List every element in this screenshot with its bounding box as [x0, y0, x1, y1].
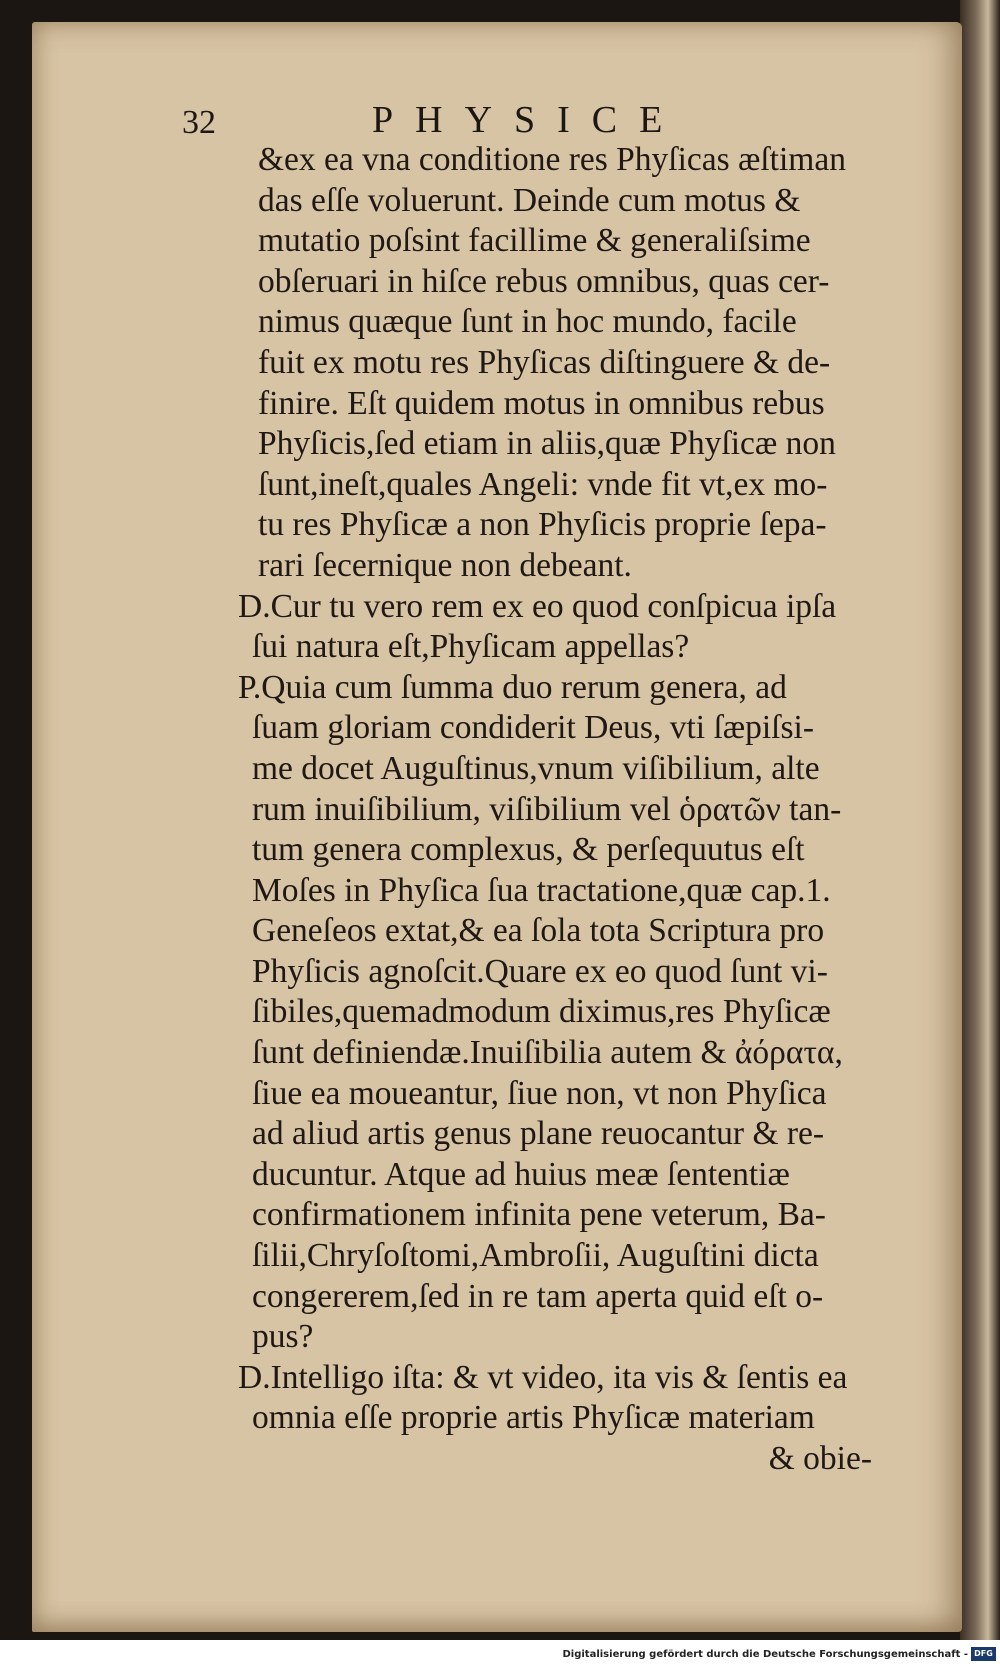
- text-line: ducuntur. Atque ad huius meæ ſententiæ: [252, 1155, 790, 1193]
- page-header: [32, 78, 962, 141]
- text-line: ad aliud artis genus plane reuocantur & re-: [252, 1115, 825, 1153]
- text-line: congererem,ſed in re tam aperta quid eſt o-: [252, 1277, 824, 1315]
- text-line: finire. Eſt quidem motus in omnibus rebus: [258, 384, 825, 422]
- text-line: pus?: [252, 1318, 314, 1356]
- speaker-line-d: D.Cur tu vero rem ex eo quod conſpicua ipſa: [238, 587, 837, 625]
- text-line: mutatio poſsint facillime & generaliſsime: [258, 222, 811, 260]
- text-line: rari ſecernique non debeant.: [258, 546, 632, 584]
- text-line: Phyſicis,ſed etiam in aliis,quæ Phyſicæ non: [258, 425, 836, 463]
- body-text: [192, 140, 952, 1480]
- text-line: nimus quæque ſunt in hoc mundo, facile: [258, 303, 797, 341]
- catchword: & obie-: [768, 1440, 872, 1477]
- text-line: ſunt definiendæ.Inuiſibilia autem & ἀόρατα,: [252, 1034, 843, 1072]
- speaker-line-d: D.Intelligo iſta: & vt video, ita vis & ſentis ea: [238, 1358, 848, 1396]
- text-line: Phyſicis agnoſcit.Quare ex eo quod ſunt vi-: [252, 952, 828, 990]
- text-line: fuit ex motu res Phyſicas diſtinguere & de-: [258, 343, 831, 381]
- page-number: 32: [182, 104, 216, 141]
- text-line: &ex ea vna conditione res Phyſicas æſtiman: [258, 141, 846, 178]
- text-line: ſui natura eſt,Phyſicam appellas?: [252, 628, 690, 666]
- text-line: rum inuiſibilium, viſibilium vel ὁρατῶν tan-: [252, 790, 842, 828]
- text-line: ſunt,ineſt,quales Angeli: vnde fit vt,ex mo-: [258, 465, 828, 503]
- text-line: confirmationem infinita pene veterum, Ba-: [252, 1196, 826, 1234]
- text-line: tu res Phyſicæ a non Phyſicis proprie ſepa-: [258, 506, 827, 544]
- text-line: me docet Auguſtinus,vnum viſibilium, alte: [252, 749, 820, 787]
- book-edge: [960, 0, 1000, 1640]
- text-line: ſibiles,quemadmodum diximus,res Phyſicæ: [252, 993, 831, 1031]
- text-line: das eſſe voluerunt. Deinde cum motus &: [258, 181, 801, 219]
- text-line: obſeruari in hiſce rebus omnibus, quas cer-: [258, 262, 830, 300]
- book-page: [32, 22, 962, 1632]
- text-line: ſilii,Chryſoſtomi,Ambroſii, Auguſtini dicta: [252, 1237, 819, 1275]
- text-line: ſuam gloriam condiderit Deus, vti ſæpiſsi-: [252, 709, 814, 747]
- text-line: tum genera complexus, & perſequutus eſt: [252, 831, 805, 869]
- text-line: omnia eſſe proprie artis Phyſicæ materiam: [252, 1399, 815, 1437]
- text-line: ſiue ea moueantur, ſiue non, vt non Phyſica: [252, 1074, 827, 1112]
- running-head: PHYSICE: [372, 99, 685, 141]
- dfg-logo: DFG: [971, 1647, 996, 1661]
- text-line: Geneſeos extat,& ea ſola tota Scriptura pro: [252, 912, 825, 950]
- funding-credit: Digitalisierung gefördert durch die Deutsche Forschungsgemeinschaft -: [562, 1649, 968, 1660]
- speaker-line-p: P.Quia cum ſumma duo rerum genera, ad: [238, 668, 787, 706]
- text-line: Moſes in Phyſica ſua tractatione,quæ cap.1.: [252, 871, 831, 909]
- footer-bar: [0, 1641, 1000, 1671]
